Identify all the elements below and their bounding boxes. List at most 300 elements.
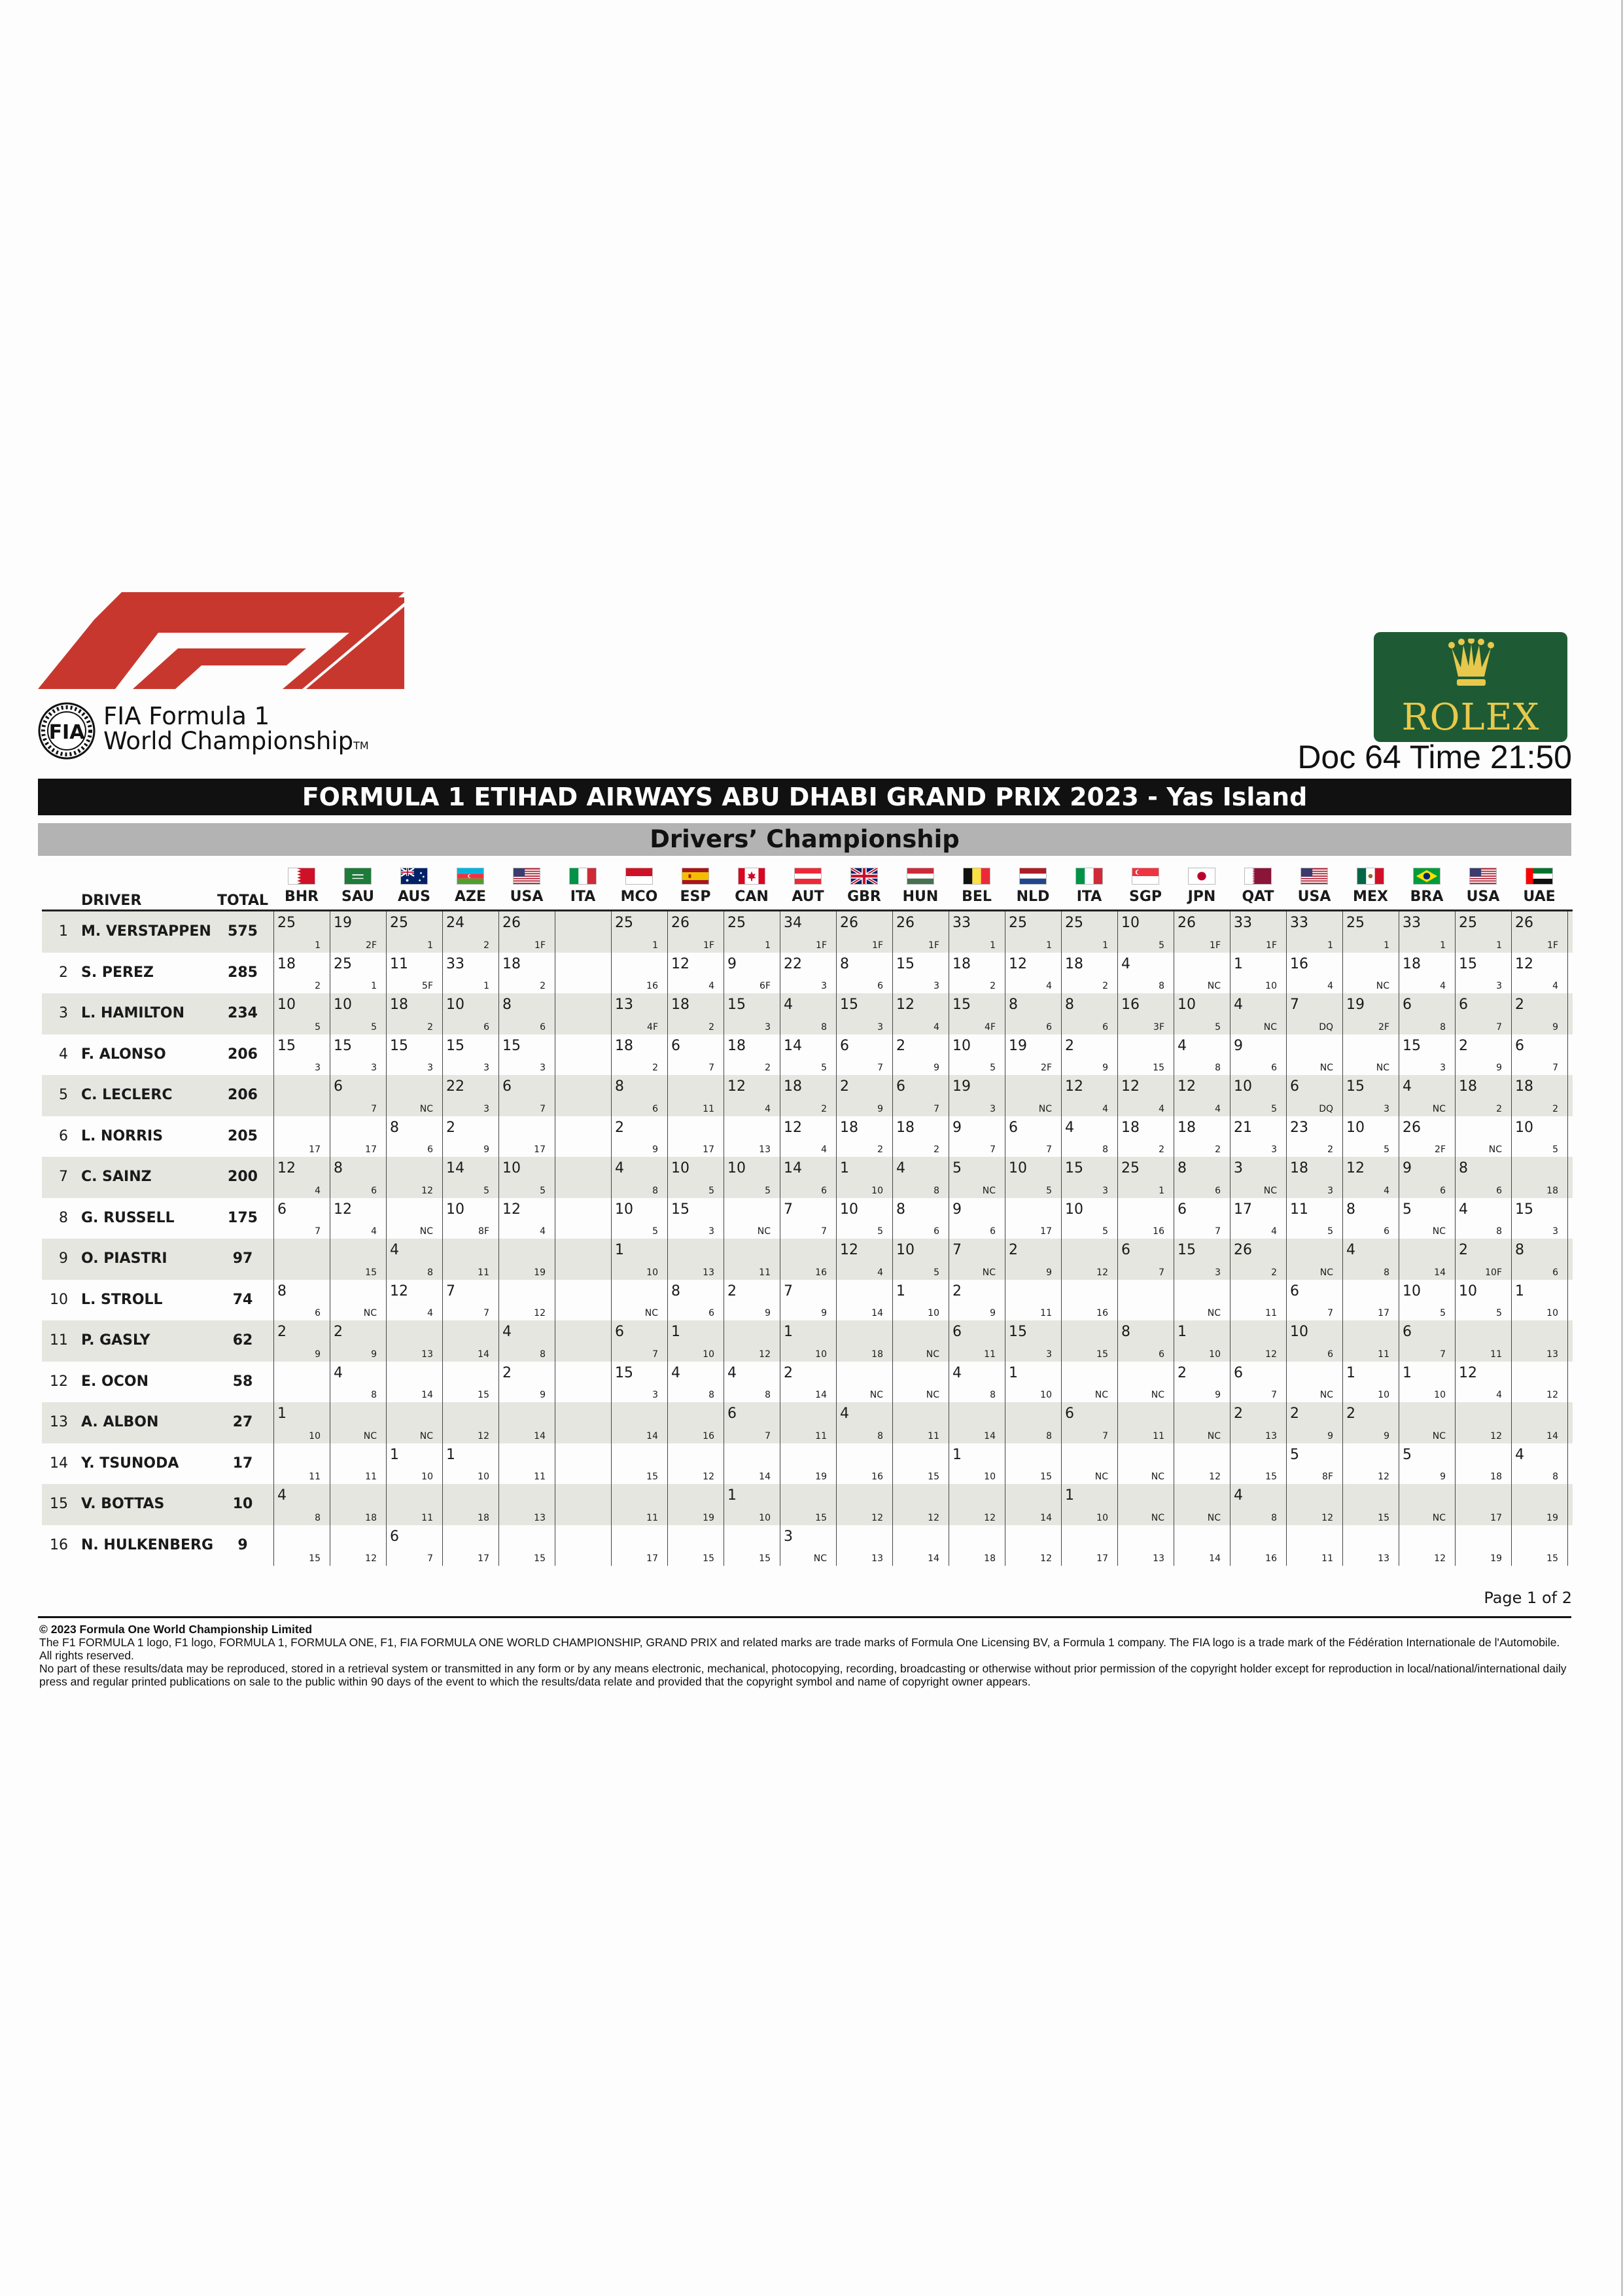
race-result-cell (1005, 1198, 1061, 1239)
finish-position: 10 (1546, 1308, 1558, 1318)
total-points: 62 (232, 1332, 253, 1349)
finish-position: 3 (427, 1063, 433, 1073)
finish-position: 2 (765, 1063, 771, 1073)
race-result-cell (667, 1280, 724, 1321)
race-points: 4 (784, 997, 793, 1013)
race-code: JPN (1187, 889, 1216, 905)
race-result-cell (1342, 1116, 1399, 1157)
race-code: NLD (1016, 889, 1050, 905)
finish-position: DQ (1319, 1103, 1333, 1114)
fia-roundel-logo (38, 702, 96, 760)
finish-position: 15 (1096, 1349, 1108, 1360)
finish-position: 15 (646, 1472, 658, 1482)
race-points: 15 (1515, 1201, 1533, 1218)
race-points: 15 (896, 955, 915, 972)
finish-position: 5 (1046, 1185, 1052, 1196)
finish-position: NC (644, 1308, 658, 1318)
driver-name: M. VERSTAPPEN (81, 923, 211, 940)
total-points: 9 (237, 1536, 248, 1553)
race-result-cell (386, 1484, 442, 1525)
race-points: 4 (727, 1364, 737, 1381)
race-result-cell (1455, 1280, 1511, 1321)
race-result-cell (498, 1320, 555, 1362)
race-result-cell (1061, 1402, 1117, 1443)
race-points: 19 (1346, 997, 1365, 1013)
finish-position: NC (1038, 1103, 1052, 1114)
finish-position: 4 (1215, 1103, 1221, 1114)
race-result-cell (1230, 1443, 1286, 1485)
race-result-cell (1005, 1280, 1061, 1321)
finish-position: 11 (759, 1267, 771, 1278)
finish-position: 18 (871, 1349, 883, 1360)
race-result-cell (1061, 953, 1117, 994)
race-points: 25 (1121, 1160, 1140, 1176)
race-points: 2 (502, 1364, 512, 1381)
race-result-cell (949, 1075, 1005, 1116)
race-column-header (892, 865, 949, 910)
table-right-rule (1567, 1320, 1568, 1362)
race-points: 2 (1459, 1037, 1468, 1054)
finish-position: 17 (365, 1144, 377, 1155)
race-result-cell (1230, 953, 1286, 994)
finish-position: 9 (315, 1349, 321, 1360)
finish-position: 12 (478, 1430, 489, 1441)
finish-position: 1 (427, 940, 433, 951)
finish-position: NC (1151, 1512, 1164, 1523)
race-result-cell (1117, 1484, 1174, 1525)
race-result-cell (1511, 1443, 1567, 1485)
race-points: 11 (1290, 1201, 1308, 1218)
table-row (42, 1320, 1573, 1362)
race-result-cell (1286, 1320, 1342, 1362)
race-result-cell (1286, 1116, 1342, 1157)
race-result-cell (1174, 1116, 1230, 1157)
race-result-cell (892, 1157, 949, 1198)
race-points: 7 (784, 1201, 793, 1218)
race-points: 18 (1178, 1119, 1196, 1136)
race-result-cell (1117, 1239, 1174, 1280)
finish-position: 15 (1546, 1553, 1558, 1564)
race-result-cell (1286, 1239, 1342, 1280)
race-result-cell (330, 1157, 386, 1198)
race-result-cell (1005, 911, 1061, 953)
race-code: SGP (1128, 889, 1162, 905)
finish-position: NC (1319, 1267, 1333, 1278)
race-result-cell (1399, 1320, 1455, 1362)
race-points: 6 (1234, 1364, 1243, 1381)
svg-text:FIA: FIA (48, 721, 85, 744)
race-result-cell (1511, 1116, 1567, 1157)
race-points: 6 (1009, 1119, 1018, 1136)
race-result-cell (1342, 1198, 1399, 1239)
race-points: 1 (615, 1242, 624, 1258)
finish-position: 10 (928, 1308, 939, 1318)
finish-position: 2 (1271, 1267, 1277, 1278)
finish-position: 4F (985, 1021, 996, 1033)
race-result-cell (330, 1484, 386, 1525)
finish-position: 1 (1440, 940, 1446, 951)
race-result-cell (949, 993, 1005, 1034)
finish-position: 7 (1552, 1063, 1558, 1073)
finish-position: 6 (990, 1226, 996, 1237)
finish-position: NC (813, 1553, 827, 1564)
finish-position: 3 (821, 981, 827, 991)
position: 4 (59, 1046, 68, 1063)
uae-flag-icon (1526, 868, 1553, 885)
race-result-cell (1174, 1484, 1230, 1525)
race-result-cell (273, 1280, 330, 1321)
race-result-cell (555, 1362, 611, 1403)
race-column-header (386, 865, 442, 910)
finish-position: 6 (1327, 1349, 1333, 1360)
race-points: 10 (277, 997, 296, 1013)
finish-position: 10 (759, 1512, 771, 1523)
finish-position: 5 (990, 1063, 996, 1073)
race-result-cell (442, 1484, 498, 1525)
race-points: 1 (727, 1487, 737, 1504)
race-points: 10 (1178, 997, 1196, 1013)
finish-position: NC (1263, 1021, 1277, 1033)
race-points: 7 (784, 1282, 793, 1299)
finish-position: 10 (1209, 1349, 1221, 1360)
race-result-cell (1399, 993, 1455, 1034)
position: 13 (50, 1414, 68, 1430)
race-points: 25 (334, 955, 352, 972)
race-code: BRA (1410, 889, 1444, 905)
finish-position: 13 (534, 1512, 546, 1523)
race-result-cell (498, 1198, 555, 1239)
finish-position: 2 (1159, 1144, 1164, 1155)
finish-position: 8 (1159, 981, 1164, 991)
finish-position: 2 (1215, 1144, 1221, 1155)
finish-position: 19 (534, 1267, 546, 1278)
finish-position: NC (363, 1308, 377, 1318)
singapore-flag-icon (1132, 868, 1159, 885)
race-points: 1 (671, 1324, 680, 1340)
italy-flag-icon (1075, 868, 1103, 885)
race-result-cell (1117, 1157, 1174, 1198)
document-time: Doc 64 Time 21:50 (1297, 739, 1572, 775)
finish-position: 3 (1440, 1063, 1446, 1073)
race-result-cell (1117, 1443, 1174, 1485)
race-points: 2 (615, 1119, 624, 1136)
finish-position: 11 (1265, 1308, 1277, 1318)
race-result-cell (780, 1075, 836, 1116)
race-result-cell (1061, 1116, 1117, 1157)
race-result-cell (273, 1362, 330, 1403)
finish-position: NC (419, 1226, 433, 1237)
finish-position: NC (363, 1430, 377, 1441)
finish-position: 11 (534, 1472, 546, 1482)
race-result-cell (555, 1320, 611, 1362)
race-result-cell (836, 911, 892, 953)
race-result-cell (442, 1116, 498, 1157)
finish-position: 17 (309, 1144, 321, 1155)
race-result-cell (836, 1198, 892, 1239)
race-result-cell (1230, 1484, 1286, 1525)
finish-position: 16 (1153, 1226, 1164, 1237)
finish-position: 9 (990, 1308, 996, 1318)
race-result-cell (273, 1075, 330, 1116)
race-result-cell (1511, 1198, 1567, 1239)
finish-position: 9 (765, 1308, 771, 1318)
race-result-cell (1399, 1280, 1455, 1321)
race-result-cell (611, 1443, 667, 1485)
race-result-cell (555, 1484, 611, 1525)
finish-position: 8 (652, 1185, 658, 1196)
table-row (42, 993, 1573, 1034)
race-column-header (1399, 865, 1455, 910)
race-result-cell (780, 1320, 836, 1362)
race-result-cell (611, 1157, 667, 1198)
position: 14 (50, 1455, 68, 1472)
position: 12 (50, 1373, 68, 1390)
race-code: USA (1466, 889, 1500, 905)
finish-position: 2 (1102, 981, 1108, 991)
driver-name: L. NORRIS (81, 1127, 164, 1144)
race-result-cell (724, 911, 780, 953)
race-result-cell (330, 1443, 386, 1485)
total-points: 285 (228, 964, 258, 981)
race-result-cell (949, 1157, 1005, 1198)
finish-position: 4 (1440, 981, 1446, 991)
race-points: 1 (1346, 1364, 1355, 1381)
race-points: 12 (1009, 955, 1027, 972)
finish-position: 4 (1046, 981, 1052, 991)
race-result-cell (1455, 1157, 1511, 1198)
race-result-cell (836, 953, 892, 994)
race-points: 6 (502, 1078, 512, 1095)
position: 7 (59, 1169, 68, 1185)
race-result-cell (555, 993, 611, 1034)
race-result-cell (1455, 953, 1511, 994)
race-result-cell (498, 1075, 555, 1116)
finish-position: NC (926, 1349, 939, 1360)
finish-position: NC (1151, 1390, 1164, 1400)
race-result-cell (273, 993, 330, 1034)
finish-position: 14 (421, 1390, 433, 1400)
table-row (42, 1034, 1573, 1076)
race-result-cell (1455, 1484, 1511, 1525)
driver-name: C. SAINZ (81, 1169, 152, 1185)
race-points: 12 (671, 955, 689, 972)
race-result-cell (273, 953, 330, 994)
race-result-cell (386, 1034, 442, 1076)
race-points: 21 (1234, 1119, 1252, 1136)
race-points: 26 (1234, 1242, 1252, 1258)
race-result-cell (1061, 1280, 1117, 1321)
race-result-cell (836, 1280, 892, 1321)
race-result-cell (1511, 1034, 1567, 1076)
race-result-cell (724, 1075, 780, 1116)
race-column-header (1117, 865, 1174, 910)
race-points: 12 (390, 1282, 408, 1299)
finish-position: 9 (1496, 1063, 1502, 1073)
race-points: 15 (840, 997, 858, 1013)
finish-position: 6 (483, 1021, 489, 1033)
table-right-rule (1567, 1362, 1568, 1403)
finish-position: 2 (540, 981, 546, 991)
finish-position: 11 (1040, 1308, 1052, 1318)
race-result-cell (498, 1443, 555, 1485)
race-column-header (780, 865, 836, 910)
finish-position: NC (1432, 1430, 1446, 1441)
finish-position: 12 (534, 1308, 546, 1318)
position: 16 (50, 1536, 68, 1553)
race-result-cell (498, 953, 555, 994)
finish-position: 12 (1265, 1349, 1277, 1360)
race-result-cell (1511, 1320, 1567, 1362)
driver-name: F. ALONSO (81, 1046, 166, 1063)
finish-position: NC (1376, 981, 1389, 991)
finish-position: 16 (1265, 1553, 1277, 1564)
finish-position: NC (982, 1185, 996, 1196)
race-result-cell (1511, 1402, 1567, 1443)
race-points: 2 (1178, 1364, 1187, 1381)
race-result-cell (780, 1116, 836, 1157)
race-result-cell (611, 1116, 667, 1157)
race-result-cell (1174, 911, 1230, 953)
finish-position: 1F (703, 940, 714, 951)
monaco-flag-icon (625, 868, 653, 885)
race-result-cell (330, 993, 386, 1034)
race-result-cell (1511, 993, 1567, 1034)
race-points: 24 (446, 915, 464, 931)
race-result-cell (1174, 1402, 1230, 1443)
race-points: 18 (896, 1119, 915, 1136)
finish-position: 2 (990, 981, 996, 991)
finish-position: 8 (990, 1390, 996, 1400)
race-result-cell (1399, 1239, 1455, 1280)
race-result-cell (498, 1402, 555, 1443)
brazil-flag-icon (1413, 868, 1440, 885)
race-result-cell (1117, 953, 1174, 994)
finish-position: 12 (1321, 1512, 1333, 1523)
race-result-cell (1174, 1443, 1230, 1485)
race-points: 9 (1234, 1037, 1243, 1054)
race-result-cell (1117, 1280, 1174, 1321)
race-points: 10 (1065, 1201, 1083, 1218)
finish-position: 16 (646, 981, 658, 991)
position: 11 (50, 1332, 68, 1349)
table-right-rule (1567, 953, 1568, 994)
race-result-cell (442, 1320, 498, 1362)
race-result-cell (892, 1443, 949, 1485)
race-result-cell (498, 993, 555, 1034)
finish-position: 6 (315, 1308, 321, 1318)
driver-name: V. BOTTAS (81, 1496, 165, 1512)
race-result-cell (724, 1443, 780, 1485)
race-result-cell (498, 1239, 555, 1280)
finish-position: 14 (646, 1430, 658, 1441)
finish-position: 14 (478, 1349, 489, 1360)
finish-position: 16 (815, 1267, 827, 1278)
race-points: 16 (1121, 997, 1140, 1013)
finish-position: 3 (1327, 1185, 1333, 1196)
race-result-cell (836, 1484, 892, 1525)
total-points: 10 (232, 1496, 253, 1512)
finish-position: 19 (1546, 1512, 1558, 1523)
finish-position: NC (1094, 1390, 1108, 1400)
finish-position: 12 (871, 1512, 883, 1523)
finish-position: 12 (1434, 1553, 1446, 1564)
race-points: 11 (390, 955, 408, 972)
race-result-cell (386, 993, 442, 1034)
finish-position: 9 (1552, 1021, 1558, 1033)
race-result-cell (1174, 1280, 1230, 1321)
finish-position: 3 (990, 1103, 996, 1114)
race-result-cell (1174, 1157, 1230, 1198)
race-result-cell (1117, 1525, 1174, 1566)
race-points: 9 (952, 1201, 962, 1218)
race-points: 15 (615, 1364, 633, 1381)
race-points: 23 (1290, 1119, 1308, 1136)
finish-position: 8 (877, 1430, 883, 1441)
standings-rows (42, 911, 1573, 1566)
finish-position: NC (1432, 1103, 1446, 1114)
finish-position: 4 (427, 1308, 433, 1318)
race-result-cell (1005, 1075, 1061, 1116)
race-result-cell (836, 1443, 892, 1485)
race-points: 1 (1178, 1324, 1187, 1340)
race-points: 10 (615, 1201, 633, 1218)
race-points: 8 (671, 1282, 680, 1299)
race-result-cell (1230, 1034, 1286, 1076)
race-points: 33 (1290, 915, 1308, 931)
race-column-header (1005, 865, 1061, 910)
finish-position: 5 (1159, 940, 1164, 951)
standings-table (42, 865, 1573, 1566)
race-points: 18 (1403, 955, 1421, 972)
race-points: 22 (784, 955, 802, 972)
finish-position: 2 (315, 981, 321, 991)
race-result-cell (1342, 993, 1399, 1034)
race-result-cell (1005, 1239, 1061, 1280)
finish-position: 1 (1384, 940, 1389, 951)
race-result-cell (1511, 1525, 1567, 1566)
trademark-notice: The F1 FORMULA 1 logo, F1 logo, FORMULA 1, FORMULA ONE, F1, FIA FORMULA ONE WORLD CHAMPIONSHIP, GRAND PRIX and related marks are trade marks of Formula One Licensing BV, a Formula 1 company. The FIA logo is a trade mark of the Fédération Internationale de l'Automobile. All rights reserved. (39, 1636, 1560, 1662)
race-result-cell (1286, 1525, 1342, 1566)
race-result-cell (442, 1157, 498, 1198)
race-result-cell (611, 1280, 667, 1321)
finish-position: 3 (708, 1226, 714, 1237)
finish-position: 11 (984, 1349, 996, 1360)
table-right-rule (1567, 1157, 1568, 1198)
finish-position: 7 (1440, 1349, 1446, 1360)
race-points: 1 (1234, 955, 1243, 972)
race-result-cell (555, 1280, 611, 1321)
race-column-header (949, 865, 1005, 910)
race-points: 2 (727, 1282, 737, 1299)
race-points: 26 (1403, 1119, 1421, 1136)
bahrain-flag-icon (288, 868, 315, 885)
race-points: 25 (615, 915, 633, 931)
race-code: MEX (1353, 889, 1388, 905)
race-points: 9 (952, 1119, 962, 1136)
race-points: 25 (727, 915, 746, 931)
race-result-cell (892, 1484, 949, 1525)
race-points: 4 (1121, 955, 1130, 972)
driver-name: O. PIASTRI (81, 1250, 167, 1267)
race-result-cell (667, 1239, 724, 1280)
race-result-cell (1511, 1075, 1567, 1116)
race-result-cell (780, 1280, 836, 1321)
race-result-cell (1455, 1525, 1511, 1566)
finish-position: 4 (1496, 1390, 1502, 1400)
finish-position: 5 (1327, 1226, 1333, 1237)
finish-position: 6 (1102, 1021, 1108, 1033)
race-result-cell (1342, 911, 1399, 953)
